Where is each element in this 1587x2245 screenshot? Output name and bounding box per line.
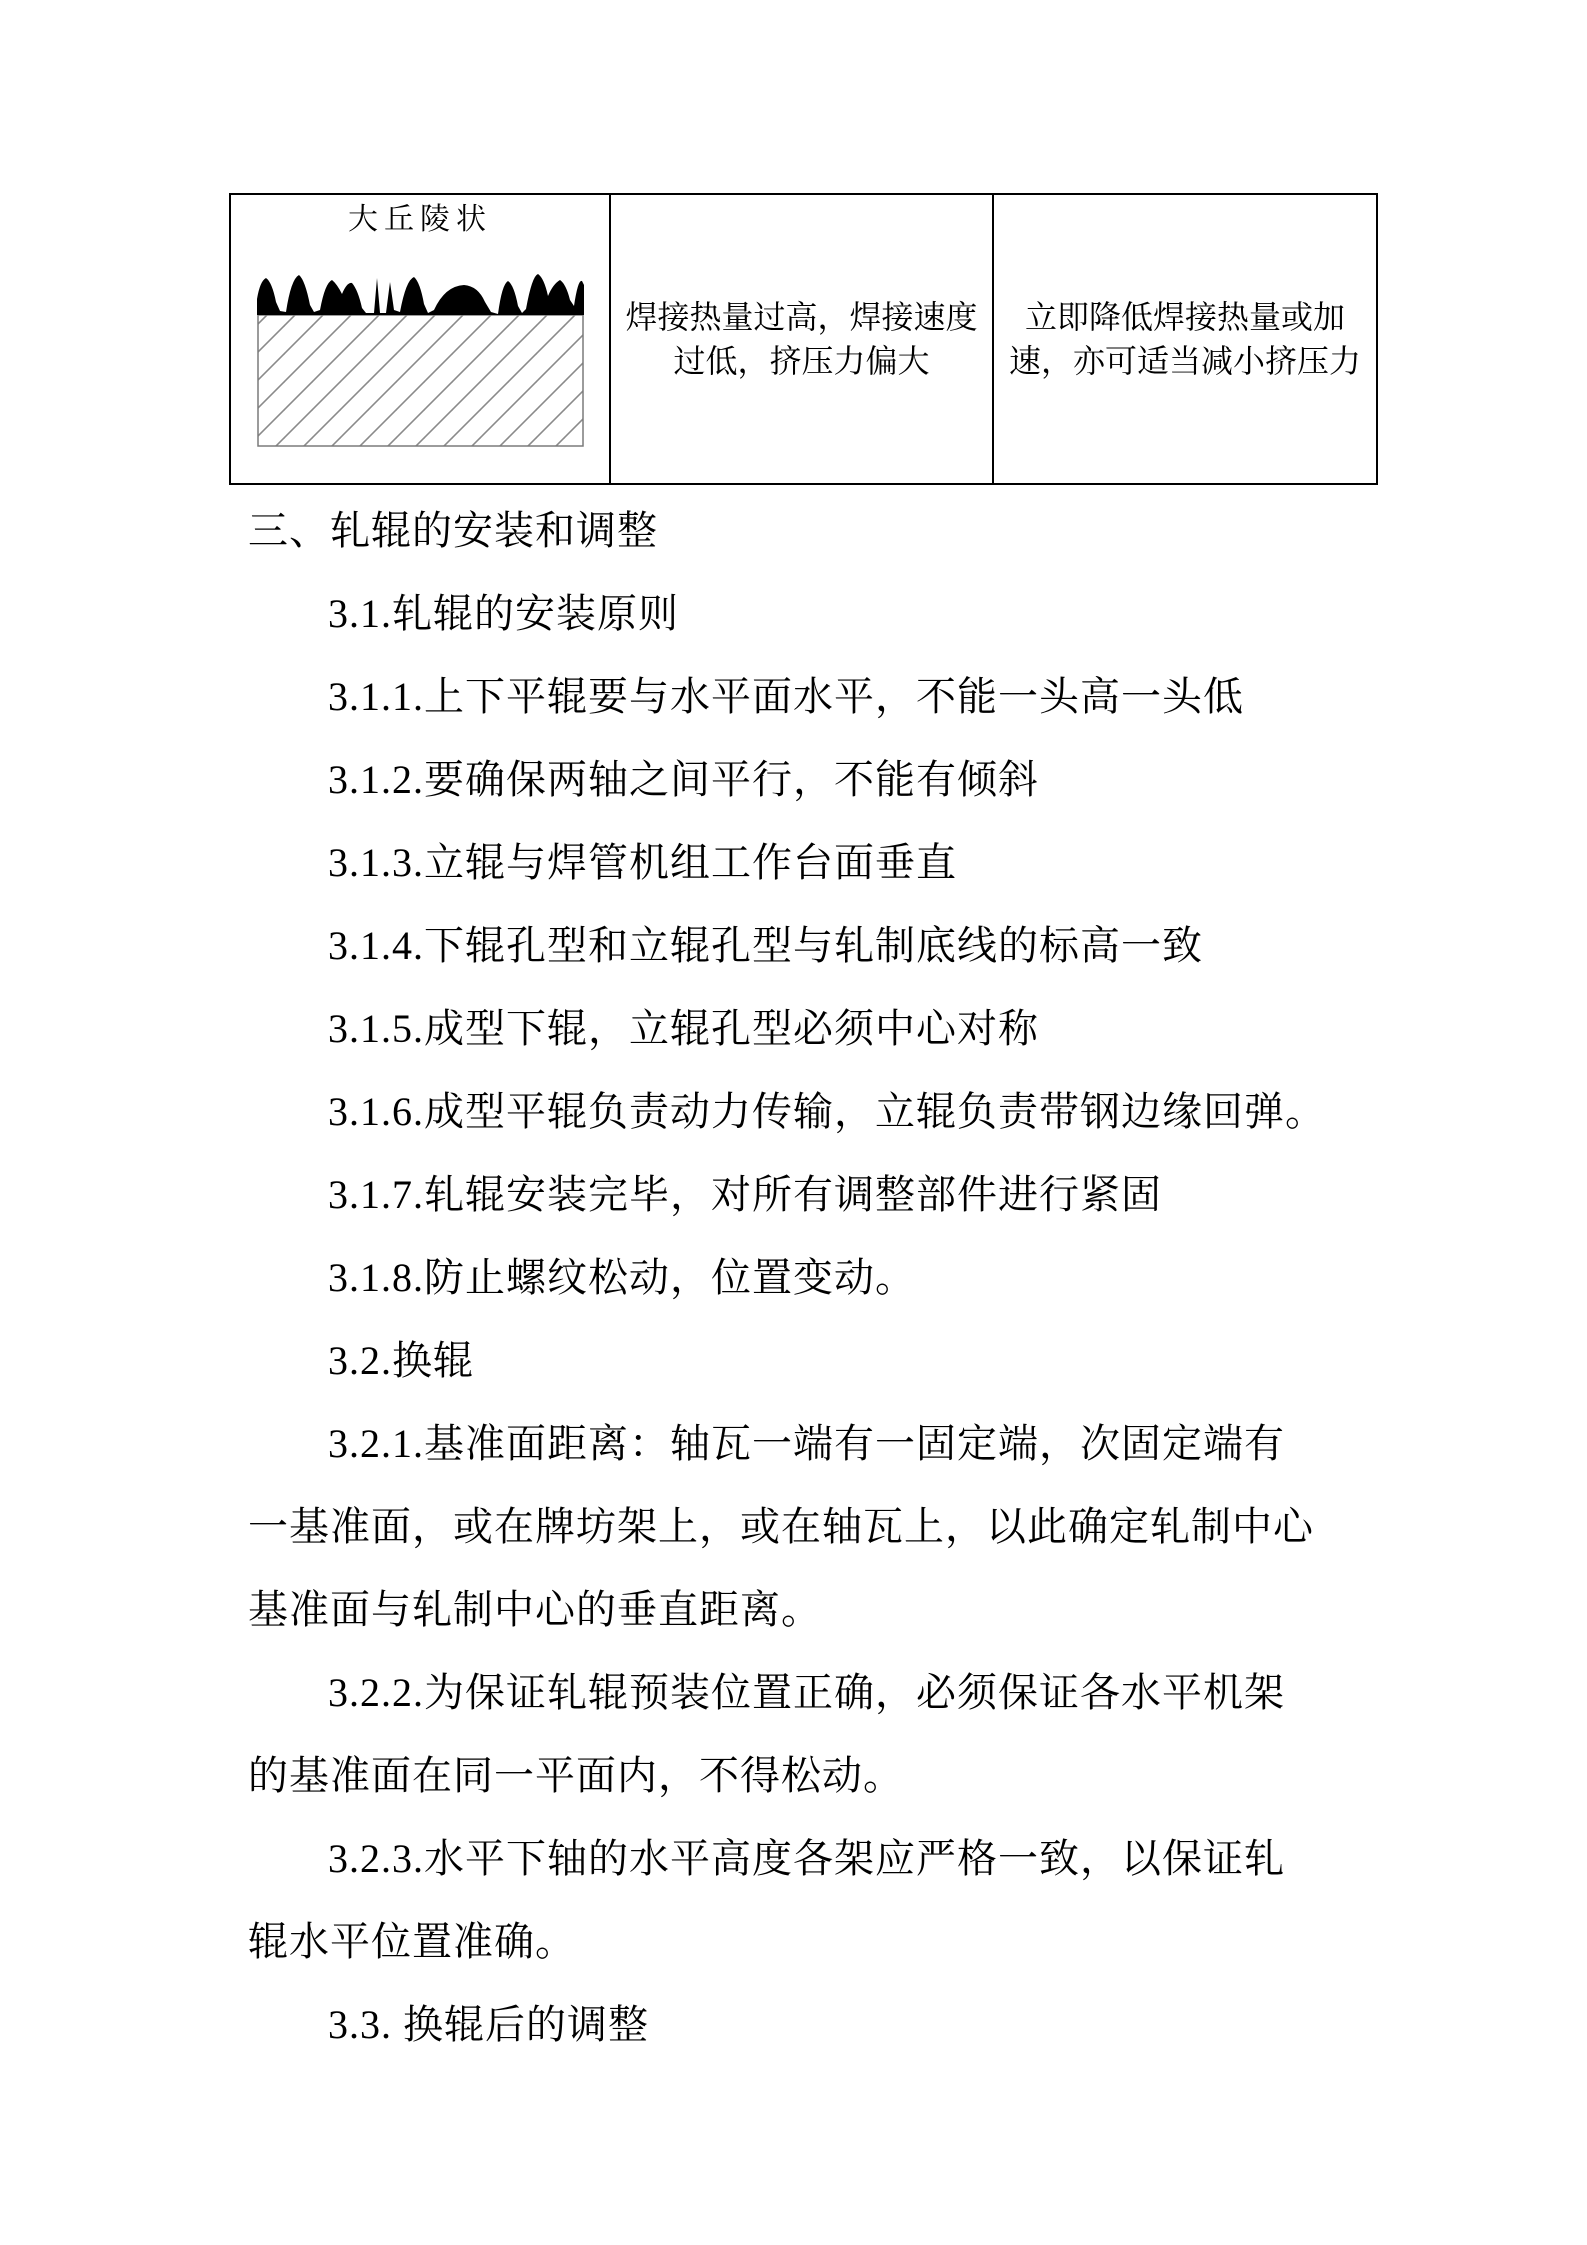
- item-3-1-6: 3.1.6.成型平辊负责动力传输，立辊负责带钢边缘回弹。: [328, 1089, 1326, 1134]
- item-3-2-1-line1: 3.2.1.基准面距离：轴瓦一端有一固定端，次固定端有: [328, 1421, 1285, 1466]
- weld-bead-hilly-profile-figure: [257, 269, 584, 447]
- item-3-1-1: 3.1.1.上下平辊要与水平面水平，不能一头高一头低: [328, 674, 1244, 719]
- item-3-2-3-line1: 3.2.3.水平下轴的水平高度各架应严格一致，以保证轧: [328, 1836, 1285, 1881]
- hill-peaks-shape: [257, 274, 584, 315]
- item-3-2-1-line3: 基准面与轧制中心的垂直距离。: [248, 1587, 822, 1632]
- defect-remedy-cell: [993, 194, 1377, 484]
- item-3-1-7: 3.1.7.轧辊安装完毕，对所有调整部件进行紧固: [328, 1172, 1162, 1217]
- remedy-text-line1: 立即降低焊接热量或加: [1024, 299, 1345, 335]
- item-3-3: 3.3. 换辊后的调整: [328, 2002, 649, 2047]
- item-3-1: 3.1.轧辊的安装原则: [328, 591, 679, 636]
- item-3-1-5: 3.1.5.成型下辊，立辊孔型必须中心对称: [328, 1006, 1039, 1051]
- defect-figure-cell: [230, 194, 610, 484]
- item-3-2-1-line2: 一基准面，或在牌坊架上，或在轴瓦上，以此确定轧制中心: [248, 1504, 1314, 1549]
- cause-text-line1: 焊接热量过高，焊接速度: [625, 299, 978, 335]
- defect-cause-cell: [610, 194, 993, 484]
- remedy-text-line2: 速，亦可适当减小挤压力: [1008, 343, 1361, 379]
- item-3-1-4: 3.1.4.下辊孔型和立辊孔型与轧制底线的标高一致: [328, 923, 1203, 968]
- item-3-2-2-line2: 的基准面在同一平面内，不得松动。: [248, 1753, 904, 1798]
- table-row: [230, 194, 1377, 484]
- body-text-block: [248, 486, 1378, 2063]
- weld-defect-table: [229, 193, 1378, 485]
- item-3-2-2-line1: 3.2.2.为保证轧辊预装位置正确，必须保证各水平机架: [328, 1670, 1285, 1715]
- item-3-2: 3.2.换辊: [328, 1338, 474, 1383]
- defect-figure-label: 大丘陵状: [348, 203, 492, 236]
- item-3-1-2: 3.1.2.要确保两轴之间平行，不能有倾斜: [328, 757, 1039, 802]
- steel-base-hatch-rect: [258, 315, 583, 446]
- item-3-1-8: 3.1.8.防止螺纹松动，位置变动。: [328, 1255, 916, 1300]
- item-3-2-3-line2: 辊水平位置准确。: [248, 1919, 576, 1964]
- cause-text-line2: 过低，挤压力偏大: [673, 343, 930, 379]
- section-heading: 三、轧辊的安装和调整: [248, 508, 658, 553]
- item-3-1-3: 3.1.3.立辊与焊管机组工作台面垂直: [328, 840, 957, 885]
